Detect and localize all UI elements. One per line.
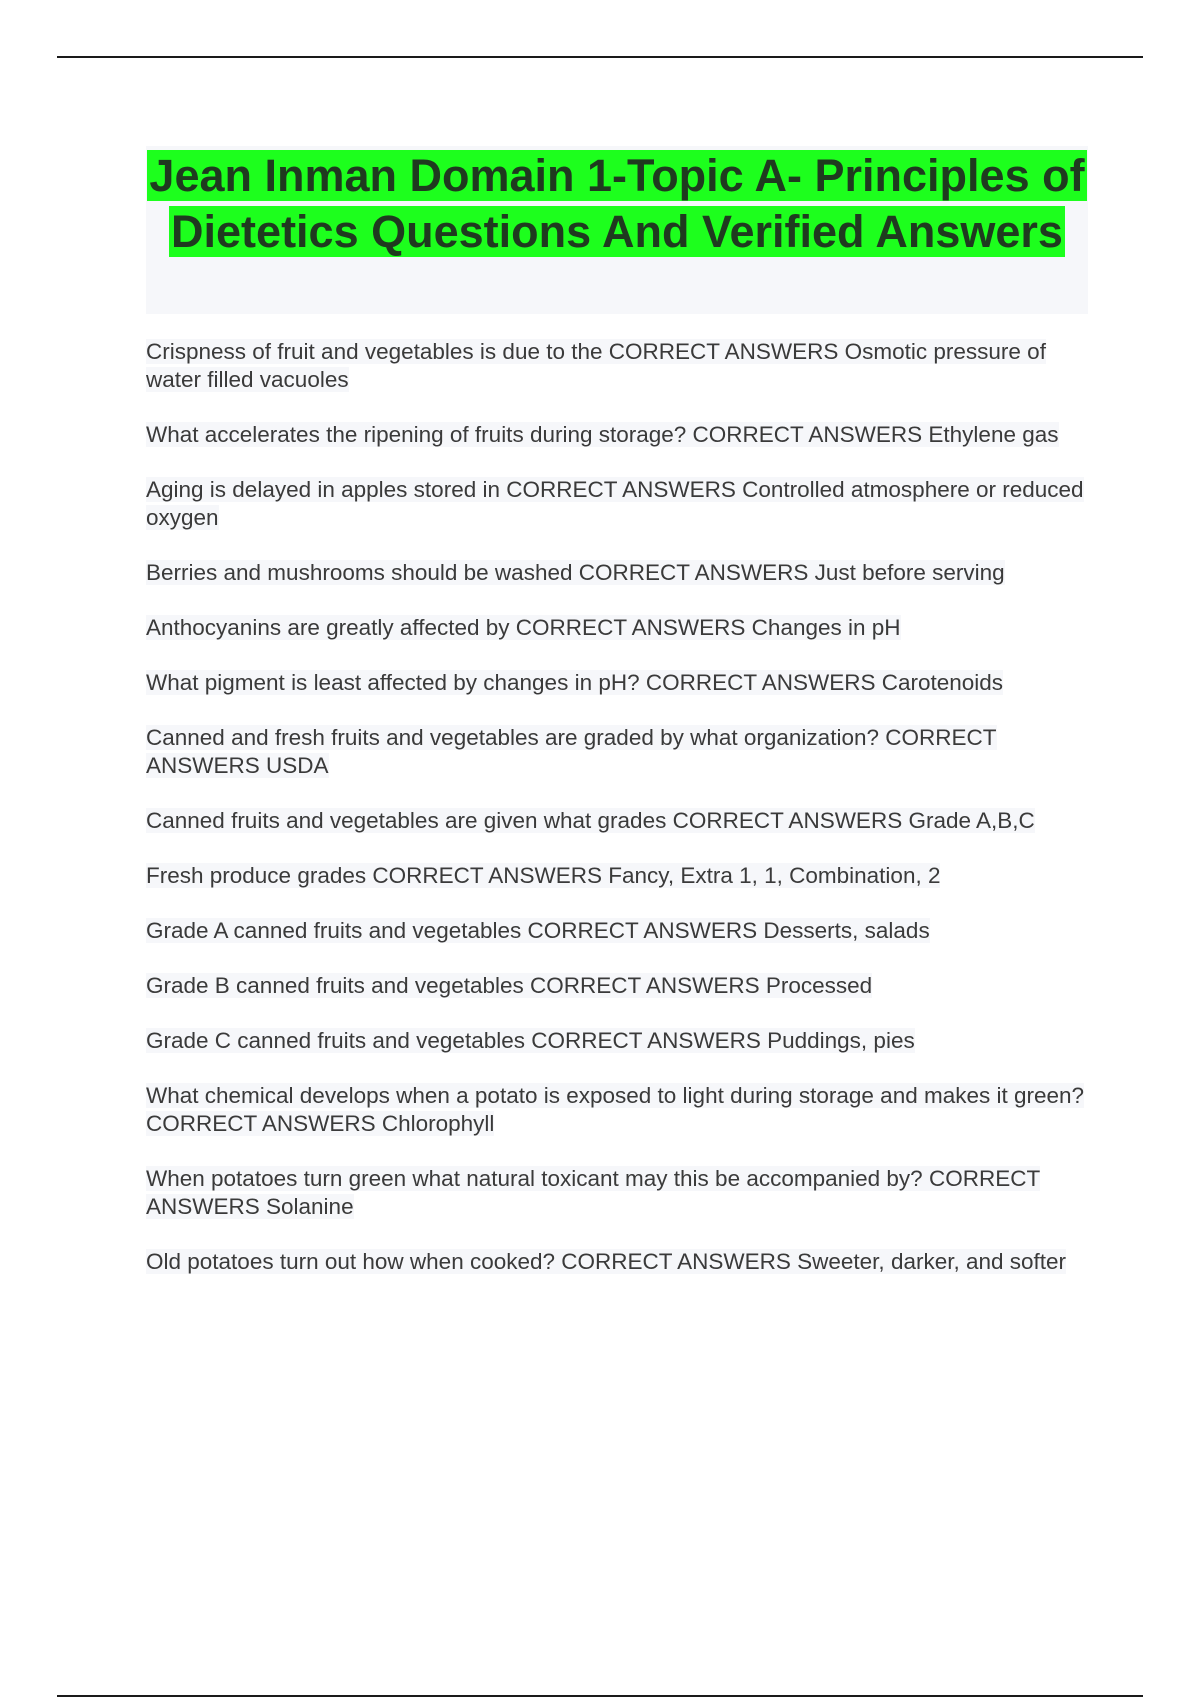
qa-text: Canned fruits and vegetables are given what grades CORRECT ANSWERS Grade A,B,C (146, 808, 1035, 833)
qa-item (146, 559, 1096, 587)
qa-item (146, 1082, 1096, 1138)
qa-text: Old potatoes turn out how when cooked? CORRECT ANSWERS Sweeter, darker, and softer (146, 1249, 1067, 1274)
bottom-rule (57, 1695, 1143, 1697)
qa-text: Aging is delayed in apples stored in CORRECT ANSWERS Controlled atmosphere or reduced oxygen (146, 477, 1084, 530)
qa-item (146, 338, 1096, 394)
qa-item (146, 862, 1096, 890)
qa-text: What accelerates the ripening of fruits during storage? CORRECT ANSWERS Ethylene gas (146, 422, 1059, 447)
qa-text: Berries and mushrooms should be washed CORRECT ANSWERS Just before serving (146, 560, 1005, 585)
qa-item (146, 669, 1096, 697)
top-rule (57, 56, 1143, 58)
qa-text: Crispness of fruit and vegetables is due to the CORRECT ANSWERS Osmotic pressure of water filled vacuoles (146, 339, 1046, 392)
qa-item (146, 917, 1096, 945)
qa-item (146, 1165, 1096, 1221)
document-title (146, 148, 1088, 260)
qa-item (146, 476, 1096, 532)
qa-item (146, 807, 1096, 835)
qa-item (146, 972, 1096, 1000)
qa-item (146, 614, 1096, 642)
qa-text: Grade B canned fruits and vegetables CORRECT ANSWERS Processed (146, 973, 873, 998)
qa-text: Grade A canned fruits and vegetables CORRECT ANSWERS Desserts, salads (146, 918, 930, 943)
qa-text: Grade C canned fruits and vegetables CORRECT ANSWERS Puddings, pies (146, 1028, 915, 1053)
qa-text: Anthocyanins are greatly affected by CORRECT ANSWERS Changes in pH (146, 615, 901, 640)
qa-item (146, 724, 1096, 780)
qa-text: Canned and fresh fruits and vegetables are graded by what organization? CORRECT ANSWERS USDA (146, 725, 997, 778)
title-block (146, 146, 1088, 314)
qa-text: When potatoes turn green what natural toxicant may this be accompanied by? CORRECT ANSWERS Solanine (146, 1166, 1041, 1219)
qa-text: What pigment is least affected by changes in pH? CORRECT ANSWERS Carotenoids (146, 670, 1004, 695)
qa-item (146, 1248, 1096, 1276)
qa-item (146, 1027, 1096, 1055)
document-title-text: Jean Inman Domain 1-Topic A- Principles of Dietetics Questions And Verified Answers (149, 150, 1085, 257)
qa-text: Fresh produce grades CORRECT ANSWERS Fancy, Extra 1, 1, Combination, 2 (146, 863, 941, 888)
qa-list (146, 338, 1096, 1303)
qa-item (146, 421, 1096, 449)
qa-text: What chemical develops when a potato is exposed to light during storage and makes it green? CORRECT ANSWERS Chlorophyll (146, 1083, 1085, 1136)
